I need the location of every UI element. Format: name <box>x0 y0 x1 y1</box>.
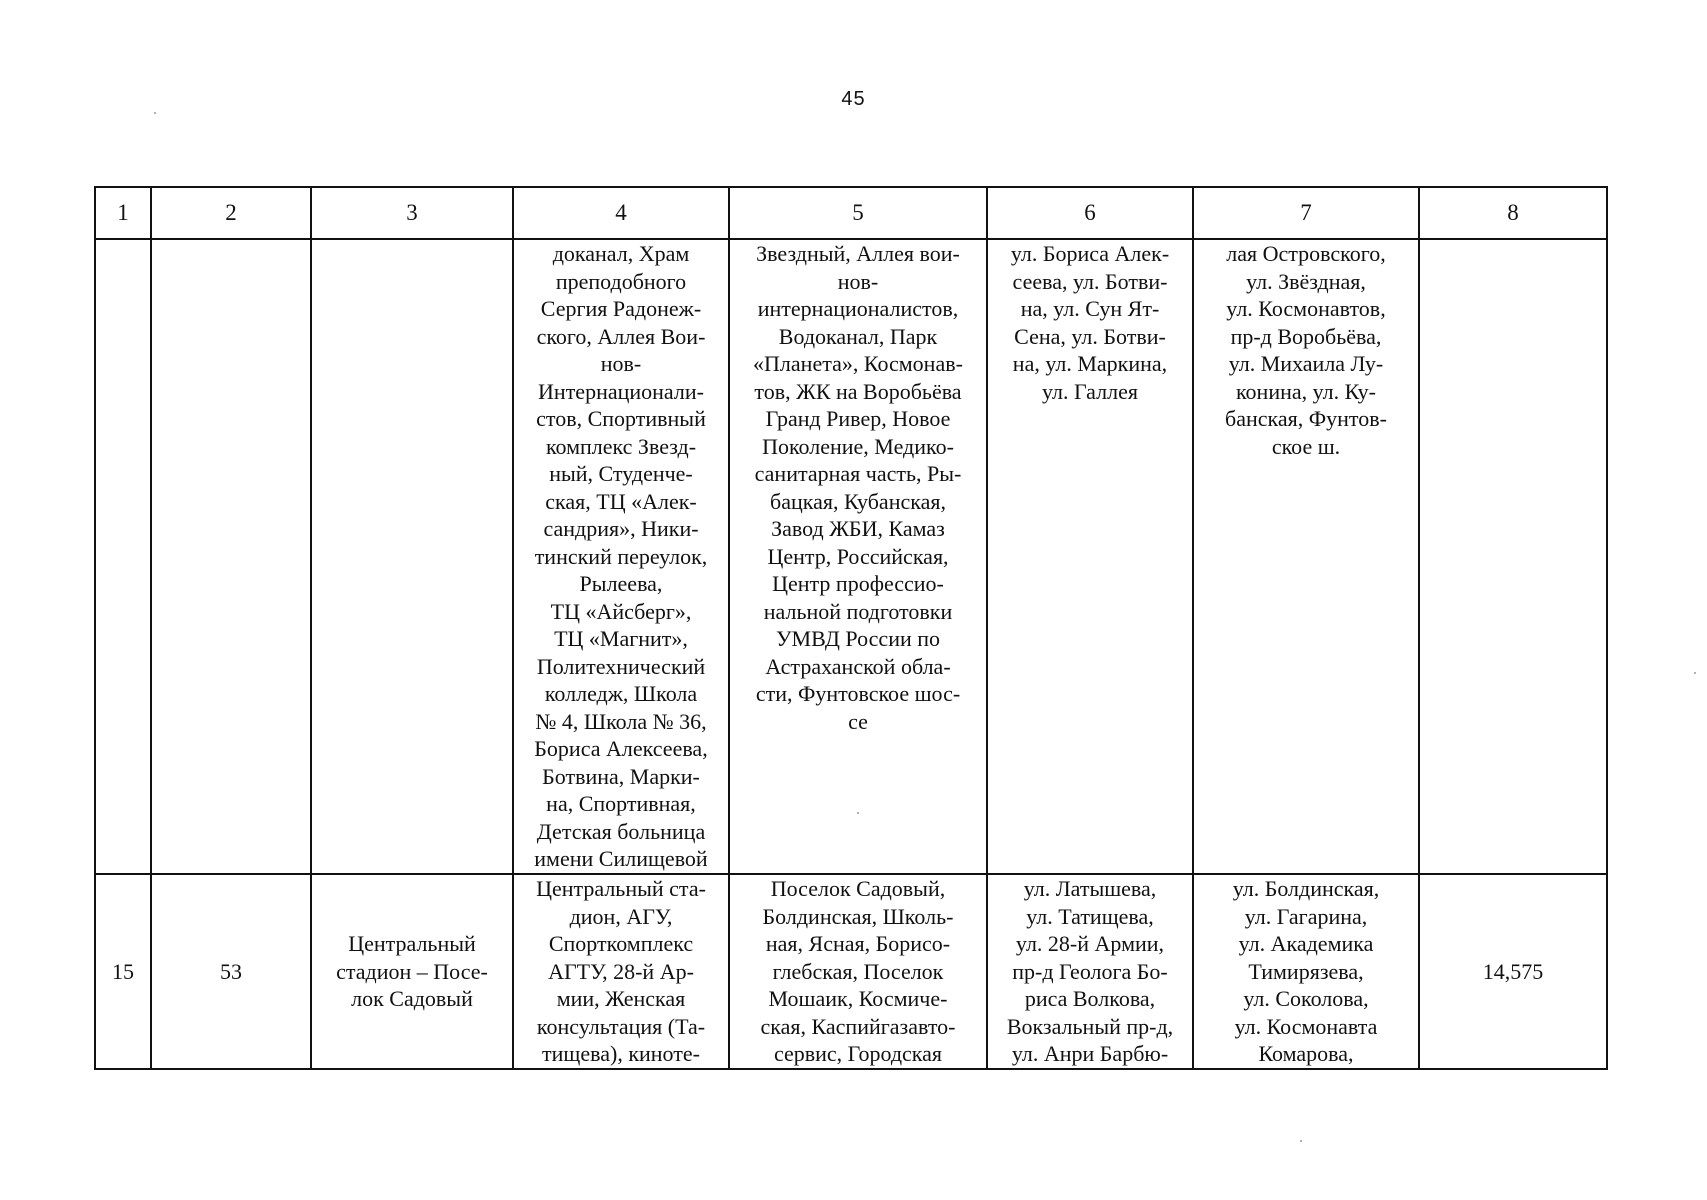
table-row <box>95 239 1607 874</box>
cell-number: 15 <box>95 874 151 1069</box>
cell-route-number <box>151 239 311 874</box>
column-header-4: 4 <box>513 187 729 239</box>
cell-length <box>1419 239 1607 874</box>
cell-streets-backward: лая Островского, ул. Звёздная, ул. Космонавтов, пр-д Воробьёва, ул. Михаила Лу- конина, ул. Ку- банская, Фунтов- ское ш. <box>1193 239 1419 874</box>
cell-route-name <box>311 239 513 874</box>
cell-stops-forward: доканал, Храм преподобного Сергия Радонеж- ского, Аллея Вои- нов- Интернационали- стов, Спортивный комплекс Звезд- ный, Студенче- ская, ТЦ «Алек- сандрия», Ники- тинский переулок, Рылеева, ТЦ «Айсберг», ТЦ «Магнит», Политехнический колледж, Школа № 4, Школа № 36, Бориса Алексеева, Ботвина, Марки- на, Спортивная, Детская больница имени Силищевой <box>513 239 729 874</box>
table-header-row <box>95 187 1607 239</box>
column-header-7: 7 <box>1193 187 1419 239</box>
scan-speck <box>1300 1140 1302 1142</box>
scan-speck <box>857 812 859 814</box>
column-header-3: 3 <box>311 187 513 239</box>
cell-streets-forward: ул. Латышева, ул. Татищева, ул. 28-й Армии, пр-д Геолога Бо- риса Волкова, Вокзальный пр-д, ул. Анри Барбю- <box>987 874 1193 1069</box>
route-table <box>94 186 1608 1070</box>
cell-stops-backward: Звездный, Аллея вои- нов- интернационалистов, Водоканал, Парк «Планета», Космонав- тов, ЖК на Воробьёва Гранд Ривер, Новое Поколение, Медико- санитарная часть, Ры- бацкая, Кубанская, Завод ЖБИ, Камаз Центр, Российская, Центр профессио- нальной подготовки УМВД России по Астраханской обла- сти, Фунтовское шос- се <box>729 239 987 874</box>
cell-route-number: 53 <box>151 874 311 1069</box>
cell-route-name: Центральный стадион – Посе- лок Садовый <box>311 874 513 1069</box>
cell-streets-backward: ул. Болдинская, ул. Гагарина, ул. Академика Тимирязева, ул. Соколова, ул. Космонавта Комарова, <box>1193 874 1419 1069</box>
column-header-6: 6 <box>987 187 1193 239</box>
column-header-1: 1 <box>95 187 151 239</box>
cell-streets-forward: ул. Бориса Алек- сеева, ул. Ботви- на, ул. Сун Ят- Сена, ул. Ботви- на, ул. Маркина, ул. Галлея <box>987 239 1193 874</box>
table-row <box>95 874 1607 1069</box>
cell-length: 14,575 <box>1419 874 1607 1069</box>
page-number: 45 <box>841 88 866 110</box>
cell-number <box>95 239 151 874</box>
column-header-8: 8 <box>1419 187 1607 239</box>
cell-stops-forward: Центральный ста- дион, АГУ, Спорткомплекс АГТУ, 28-й Ар- мии, Женская консультация (Та- тищева), киноте- <box>513 874 729 1069</box>
scan-speck <box>1694 672 1696 674</box>
scan-speck <box>154 112 156 114</box>
column-header-2: 2 <box>151 187 311 239</box>
column-header-5: 5 <box>729 187 987 239</box>
cell-stops-backward: Поселок Садовый, Болдинская, Школь- ная, Ясная, Борисо- глебская, Поселок Мошаик, Космиче- ская, Каспийгазавто- сервис, Городская <box>729 874 987 1069</box>
